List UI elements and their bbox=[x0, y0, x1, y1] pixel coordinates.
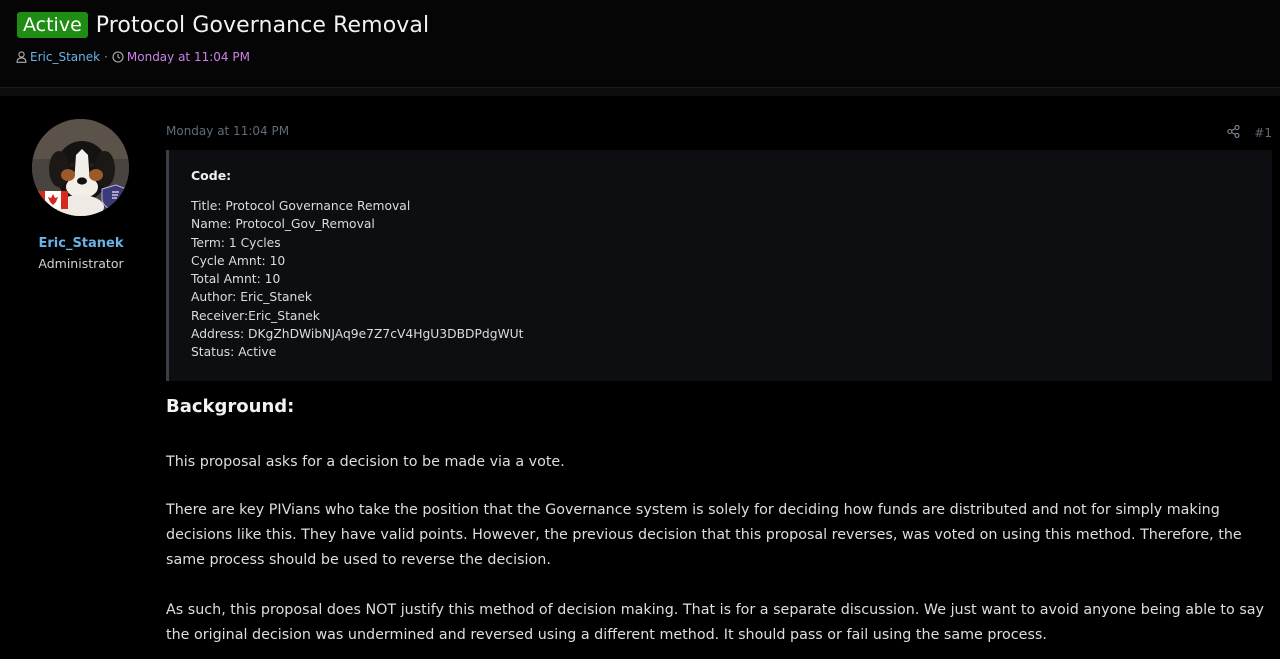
post-paragraph: This proposal asks for a decision to be made via a vote. bbox=[166, 454, 565, 470]
post-date-link[interactable]: Monday at 11:04 PM bbox=[166, 124, 290, 138]
code-line: Author: Eric_Stanek bbox=[191, 290, 313, 305]
share-icon[interactable] bbox=[1227, 123, 1240, 142]
post-number-link[interactable]: #1 bbox=[1254, 125, 1272, 140]
header-divider bbox=[0, 88, 1280, 96]
code-line: Receiver:Eric_Stanek bbox=[191, 308, 320, 323]
post-actions bbox=[1227, 123, 1272, 142]
title-row bbox=[17, 12, 429, 38]
page-title: Protocol Governance Removal bbox=[95, 12, 430, 38]
code-label: Code: bbox=[191, 168, 232, 183]
code-line: Term: 1 Cycles bbox=[191, 235, 281, 250]
code-block bbox=[166, 150, 1272, 381]
clock-icon bbox=[112, 51, 124, 63]
user-title: Administrator bbox=[38, 256, 124, 271]
code-line: Cycle Amnt: 10 bbox=[191, 253, 286, 268]
avatar[interactable] bbox=[32, 119, 129, 216]
thread-meta bbox=[16, 50, 250, 64]
post-paragraph: There are key PIVians who take the position that the Governance system is solely for deciding how funds are distributed and not for simply making decisions like this. They have valid points. However, the previous decision that this proposal reverses, was voted on using this method. Therefore, the same process should be used to reverse the decision. bbox=[166, 502, 1242, 568]
thread-header bbox=[0, 0, 1280, 88]
code-line: Address: DKgZhDWibNJAq9e7Z7cV4HgU3DBDPdgWUt bbox=[191, 327, 524, 342]
user-icon bbox=[16, 51, 27, 63]
thread-time-link[interactable]: Monday at 11:04 PM bbox=[126, 50, 250, 64]
section-heading: Background: bbox=[166, 396, 295, 417]
code-line: Name: Protocol_Gov_Removal bbox=[191, 217, 375, 232]
code-line: Total Amnt: 10 bbox=[191, 272, 281, 287]
author-link[interactable]: Eric_Stanek bbox=[30, 50, 101, 64]
meta-separator: · bbox=[104, 50, 108, 64]
username-link[interactable]: Eric_Stanek bbox=[38, 236, 124, 251]
code-line: Title: Protocol Governance Removal bbox=[191, 199, 411, 213]
code-line: Status: Active bbox=[191, 345, 277, 360]
post bbox=[0, 96, 1280, 659]
post-paragraph: As such, this proposal does NOT justify this method of decision making. That is for a separate discussion. We just want to avoid anyone being able to say the original decision was undermined and reversed using a different method. It should pass or fail using the same process. bbox=[166, 602, 1264, 643]
status-badge: Active bbox=[17, 12, 88, 38]
